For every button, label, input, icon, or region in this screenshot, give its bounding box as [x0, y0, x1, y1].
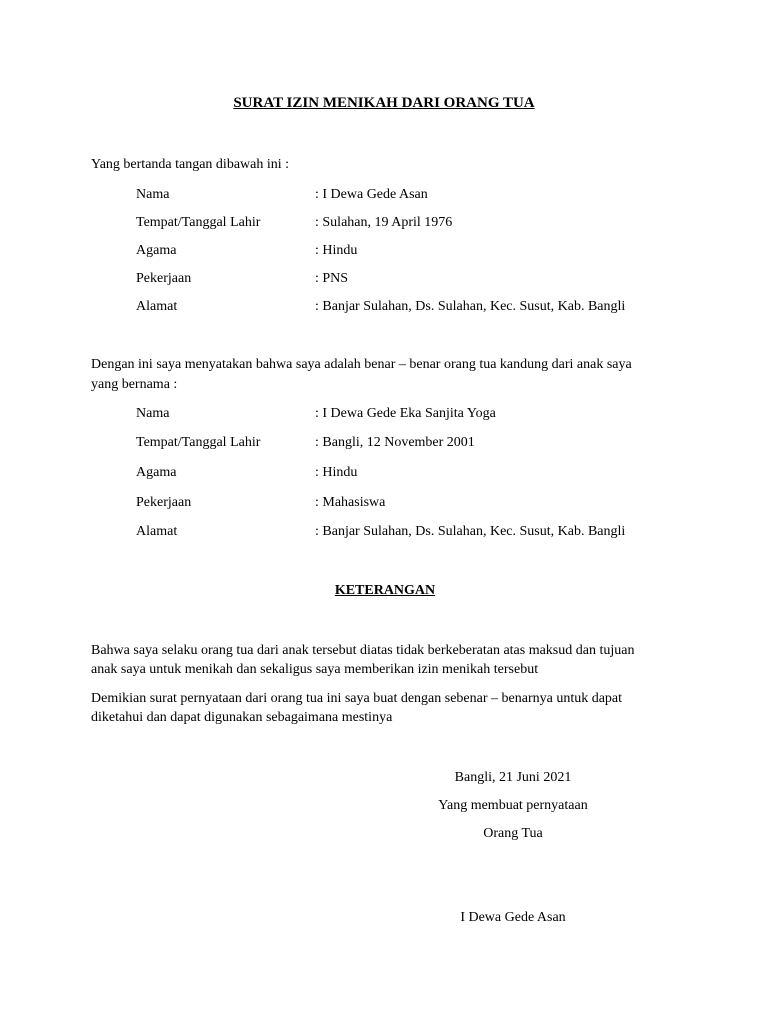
statement-line-2: yang bernama :	[91, 377, 178, 392]
statement-line-1: Dengan ini saya menyatakan bahwa saya adalah benar – benar orang tua kandung dari anak saya	[91, 357, 632, 372]
document-title: SURAT IZIN MENIKAH DARI ORANG TUA	[233, 95, 535, 111]
signature-name: I Dewa Gede Asan	[460, 910, 566, 925]
paragraph-1-line-2: anak saya untuk menikah dan sekaligus saya memberikan izin menikah tersebut	[91, 662, 539, 677]
parent-address-value: : Banjar Sulahan, Ds. Sulahan, Kec. Susut, Kab. Bangli	[315, 299, 626, 314]
parent-occupation-label: Pekerjaan	[136, 271, 192, 286]
child-birth-label: Tempat/Tanggal Lahir	[136, 435, 261, 450]
parent-name-label: Nama	[136, 187, 170, 202]
parent-name-value: : I Dewa Gede Asan	[315, 187, 428, 202]
child-birth-value: : Bangli, 12 November 2001	[315, 435, 475, 450]
child-religion-value: : Hindu	[315, 465, 358, 480]
paragraph-2-line-2: diketahui dan dapat digunakan sebagaimana mestinya	[91, 710, 393, 725]
child-occupation-label: Pekerjaan	[136, 495, 192, 510]
child-name-value: : I Dewa Gede Eka Sanjita Yoga	[315, 406, 496, 421]
signature-role: Orang Tua	[483, 826, 543, 841]
child-occupation-value: : Mahasiswa	[315, 495, 386, 510]
intro-text: Yang bertanda tangan dibawah ini :	[91, 157, 290, 172]
child-name-label: Nama	[136, 406, 170, 421]
parent-occupation-value: : PNS	[315, 271, 349, 286]
signature-maker: Yang membuat pernyataan	[438, 798, 588, 813]
parent-birth-value: : Sulahan, 19 April 1976	[315, 215, 453, 230]
child-address-value: : Banjar Sulahan, Ds. Sulahan, Kec. Susut, Kab. Bangli	[315, 524, 626, 539]
paragraph-2-line-1: Demikian surat pernyataan dari orang tua ini saya buat dengan sebenar – benarnya untuk dapat	[91, 691, 623, 706]
parent-religion-value: : Hindu	[315, 243, 358, 258]
parent-address-label: Alamat	[136, 299, 178, 314]
paragraph-1-line-1: Bahwa saya selaku orang tua dari anak tersebut diatas tidak berkeberatan atas maksud dan tujuan	[91, 643, 635, 658]
signature-place-date: Bangli, 21 Juni 2021	[454, 770, 572, 785]
parent-religion-label: Agama	[136, 243, 177, 258]
child-address-label: Alamat	[136, 524, 178, 539]
parent-birth-label: Tempat/Tanggal Lahir	[136, 215, 261, 230]
child-religion-label: Agama	[136, 465, 177, 480]
keterangan-heading: KETERANGAN	[334, 583, 436, 598]
